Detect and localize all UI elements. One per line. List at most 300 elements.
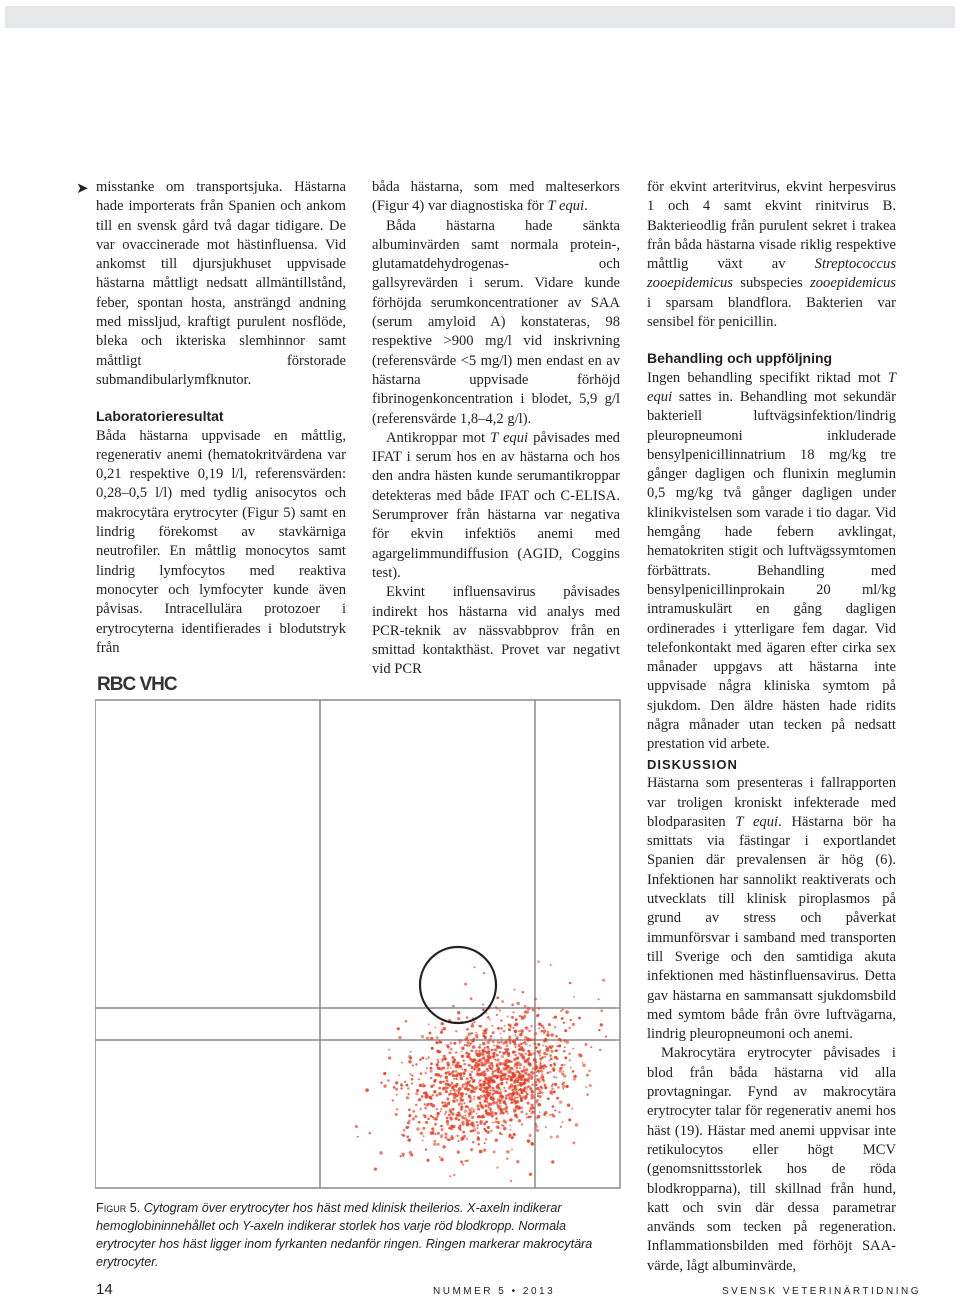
erythrocyte-dot (539, 1111, 541, 1113)
erythrocyte-dot (507, 1113, 509, 1115)
paragraph: för ekvint arteritvirus, ekvint herpesvirus 1 och 4 samt ekvint rinitvirus B. Bakterieodlig från purulent sekret i trakea från båda hästarna visade riklig respektive måttlig växt av Streptococcus zooepidemicus subspecies zooepidemicus i sparsam blandflora. Bakterien var sensibel för penicillin. (647, 179, 896, 331)
erythrocyte-dot (538, 1014, 540, 1016)
erythrocyte-dot (473, 1087, 477, 1091)
erythrocyte-dot (410, 1073, 412, 1075)
erythrocyte-dot (541, 1092, 543, 1094)
erythrocyte-dot (524, 1015, 526, 1017)
erythrocyte-dot (483, 1087, 486, 1090)
erythrocyte-dot (440, 1125, 443, 1128)
erythrocyte-dot (527, 1007, 531, 1011)
erythrocyte-dot (572, 1070, 575, 1073)
erythrocyte-dot (490, 1035, 493, 1038)
erythrocyte-dot (484, 1104, 487, 1107)
erythrocyte-dot (463, 1059, 465, 1061)
erythrocyte-dot (514, 1034, 516, 1036)
erythrocyte-dot (496, 1014, 498, 1016)
erythrocyte-dot (549, 1054, 552, 1057)
erythrocyte-dot (477, 1063, 480, 1066)
erythrocyte-dot (512, 1027, 514, 1029)
erythrocyte-dot (524, 1036, 527, 1039)
erythrocyte-dot (502, 1062, 505, 1065)
erythrocyte-dot (416, 1089, 419, 1092)
erythrocyte-dot (421, 1095, 423, 1097)
erythrocyte-dot (525, 1073, 527, 1075)
erythrocyte-dot (506, 1081, 508, 1083)
erythrocyte-dot (447, 1067, 449, 1069)
erythrocyte-dot (544, 1056, 546, 1058)
erythrocyte-dot (560, 1126, 562, 1128)
erythrocyte-dot (400, 1084, 403, 1087)
erythrocyte-dot (516, 1036, 519, 1039)
erythrocyte-dot (457, 1017, 460, 1020)
erythrocyte-dot (441, 1022, 444, 1025)
erythrocyte-dot (380, 1082, 382, 1084)
erythrocyte-dot (407, 1139, 410, 1142)
erythrocyte-dot (535, 1084, 538, 1087)
erythrocyte-dot (357, 1136, 359, 1138)
erythrocyte-dot (496, 996, 499, 999)
erythrocyte-dot (468, 1064, 471, 1067)
erythrocyte-dot (513, 1074, 517, 1078)
erythrocyte-dot (493, 1074, 496, 1077)
erythrocyte-dot (546, 1047, 548, 1049)
erythrocyte-dot (478, 1081, 480, 1083)
erythrocyte-dot (602, 979, 605, 982)
erythrocyte-dot (555, 1076, 557, 1078)
erythrocyte-dot (425, 1148, 427, 1150)
erythrocyte-dot (526, 1088, 528, 1090)
erythrocyte-dot (490, 1089, 492, 1091)
erythrocyte-dot (510, 1101, 513, 1104)
erythrocyte-dot (569, 1059, 571, 1061)
erythrocyte-dot (383, 1072, 386, 1075)
erythrocyte-dot (484, 1142, 486, 1144)
erythrocyte-dot (412, 1110, 415, 1113)
erythrocyte-dot (520, 1089, 523, 1092)
erythrocyte-dot (428, 1096, 431, 1099)
erythrocyte-dot (546, 1053, 548, 1055)
erythrocyte-dot (479, 1150, 483, 1154)
erythrocyte-dot (529, 1110, 531, 1112)
erythrocyte-dot (462, 1048, 464, 1050)
erythrocyte-dot (439, 1075, 442, 1078)
erythrocyte-dot (471, 1091, 473, 1093)
erythrocyte-dot (440, 1041, 442, 1043)
erythrocyte-dot (516, 1080, 519, 1083)
erythrocyte-dot (599, 1049, 602, 1052)
erythrocyte-dot (466, 1085, 468, 1087)
erythrocyte-dot (526, 1078, 529, 1081)
erythrocyte-dot (425, 1121, 428, 1124)
erythrocyte-dot (456, 1062, 459, 1065)
erythrocyte-dot (493, 1092, 495, 1094)
erythrocyte-dot (475, 1049, 478, 1052)
erythrocyte-dot (518, 1044, 521, 1047)
erythrocyte-dot (551, 1087, 554, 1090)
erythrocyte-dot (515, 1100, 517, 1102)
erythrocyte-dot (528, 1134, 531, 1137)
erythrocyte-dot (491, 1025, 493, 1027)
erythrocyte-dot (523, 1082, 526, 1085)
erythrocyte-dot (445, 1072, 448, 1075)
erythrocyte-dot (500, 1082, 504, 1086)
erythrocyte-dot (568, 1118, 571, 1121)
erythrocyte-dot (515, 1046, 517, 1048)
erythrocyte-dot (445, 1136, 448, 1139)
erythrocyte-dot (463, 1102, 465, 1104)
erythrocyte-dot (456, 1099, 459, 1102)
erythrocyte-dot (462, 1123, 465, 1126)
erythrocyte-dot (504, 1025, 506, 1027)
erythrocyte-dot (497, 1121, 501, 1125)
erythrocyte-dot (563, 1070, 565, 1072)
erythrocyte-dot (508, 1038, 512, 1042)
erythrocyte-dot (516, 1076, 518, 1078)
erythrocyte-dot (388, 1056, 391, 1059)
erythrocyte-dot (462, 1163, 464, 1165)
erythrocyte-dot (531, 1067, 534, 1070)
erythrocyte-dot (511, 1016, 514, 1019)
erythrocyte-dot (446, 1098, 449, 1101)
erythrocyte-dot (487, 1094, 490, 1097)
erythrocyte-dot (589, 1084, 592, 1087)
erythrocyte-dot (535, 1101, 538, 1104)
erythrocyte-dot (494, 1120, 497, 1123)
erythrocyte-dot (404, 1081, 406, 1083)
erythrocyte-dot (461, 1086, 464, 1089)
erythrocyte-dot (494, 1052, 496, 1054)
erythrocyte-dot (497, 1125, 500, 1128)
erythrocyte-dot (458, 1114, 461, 1117)
erythrocyte-dot (556, 1045, 558, 1047)
erythrocyte-dot (509, 1124, 511, 1126)
erythrocyte-dot (519, 1067, 521, 1069)
erythrocyte-dot (436, 1094, 439, 1097)
erythrocyte-dot (432, 1104, 435, 1107)
erythrocyte-dot (518, 1119, 521, 1122)
erythrocyte-dot (436, 1115, 438, 1117)
erythrocyte-dot (420, 1072, 422, 1074)
erythrocyte-dot (445, 1090, 448, 1093)
erythrocyte-dot (522, 991, 524, 993)
erythrocyte-dot (462, 1099, 465, 1102)
erythrocyte-dot (434, 1079, 437, 1082)
erythrocyte-dot (415, 1104, 417, 1106)
cytogram-figure (95, 660, 625, 1190)
erythrocyte-dot (452, 1125, 455, 1128)
section-heading-discussion: DISKUSSION (647, 757, 738, 772)
erythrocyte-dot (425, 1072, 427, 1074)
erythrocyte-dot (447, 1138, 449, 1140)
erythrocyte-dot (485, 1097, 488, 1100)
erythrocyte-dot (439, 1050, 442, 1053)
erythrocyte-dot (449, 1175, 451, 1177)
erythrocyte-dot (480, 1116, 482, 1118)
erythrocyte-dot (535, 1046, 538, 1049)
erythrocyte-dot (482, 1049, 484, 1051)
erythrocyte-dot (539, 1095, 542, 1098)
erythrocyte-dot (456, 1135, 458, 1137)
erythrocyte-dot (551, 1085, 553, 1087)
erythrocyte-dot (504, 1090, 506, 1092)
erythrocyte-dot (564, 1056, 567, 1059)
erythrocyte-dot (479, 1122, 482, 1125)
erythrocyte-dot (527, 1062, 529, 1064)
erythrocyte-dot (485, 1138, 487, 1140)
erythrocyte-dot (478, 1137, 480, 1139)
erythrocyte-dot (458, 1119, 460, 1121)
paragraph: Antikroppar mot T equi påvisades med IFAT i serum hos en av hästarna och hos den andra hästen kunde serumantikroppar detekteras med både IFAT och C-ELISA. Serumprover från hästarna var negativa för ekvin infektiös anemi med agargelimmundiffusion (AGID, Coggins test). (372, 429, 620, 581)
erythrocyte-dot (541, 1087, 543, 1089)
erythrocyte-dot (393, 1086, 396, 1089)
erythrocyte-dot (487, 1103, 490, 1106)
erythrocyte-dot (455, 1078, 457, 1080)
caption-text: Cytogram över erytrocyter hos häst med klinisk theilerios. X-axeln indikerar hemoglobininnehållet och Y-axeln indikerar storlek hos varje röd blodkropp. Normala erytrocyter hos häst ligger inom fyrkanten nedanför ringen. Ringen markerar makrocytära erytrocyter. (96, 1201, 593, 1269)
erythrocyte-dot (450, 1090, 452, 1092)
erythrocyte-dot (460, 1050, 462, 1052)
erythrocyte-dot (473, 1021, 475, 1023)
erythrocyte-dot (538, 1081, 540, 1083)
erythrocyte-dot (564, 1064, 566, 1066)
erythrocyte-dot (482, 1042, 486, 1046)
erythrocyte-dot (510, 1084, 513, 1087)
erythrocyte-dot (562, 1082, 565, 1085)
erythrocyte-dot (572, 1023, 575, 1026)
erythrocyte-dot (423, 1114, 426, 1117)
erythrocyte-dot (586, 1074, 589, 1077)
erythrocyte-dot (422, 1140, 424, 1142)
erythrocyte-dot (605, 1036, 607, 1038)
erythrocyte-dot (433, 1143, 436, 1146)
erythrocyte-dot (500, 1027, 502, 1029)
erythrocyte-dot (538, 1023, 541, 1026)
erythrocyte-dot (505, 1097, 508, 1100)
erythrocyte-dot (561, 1064, 563, 1066)
erythrocyte-dot (472, 1141, 474, 1143)
erythrocyte-dot (550, 964, 552, 966)
erythrocyte-dot (524, 1053, 526, 1055)
erythrocyte-dot (434, 1123, 437, 1126)
erythrocyte-dot (453, 1174, 455, 1176)
erythrocyte-dot (467, 1106, 469, 1108)
erythrocyte-dot (478, 1052, 481, 1055)
erythrocyte-dot (564, 1046, 566, 1048)
erythrocyte-dot (405, 1126, 408, 1129)
paragraph: båda hästarna, som med malteserkors (Figur 4) var diagnostiska för T equi. (372, 179, 620, 215)
erythrocyte-dot (519, 1015, 521, 1017)
erythrocyte-dot (496, 1167, 498, 1169)
erythrocyte-dot (463, 1072, 466, 1075)
erythrocyte-dot (458, 1087, 462, 1091)
erythrocyte-dot (436, 1036, 439, 1039)
erythrocyte-dot (486, 1059, 489, 1062)
erythrocyte-dot (492, 1101, 496, 1105)
erythrocyte-dot (406, 1084, 409, 1087)
erythrocyte-dot (487, 1113, 489, 1115)
erythrocyte-dot (450, 1042, 453, 1045)
erythrocyte-dot (500, 1020, 502, 1022)
erythrocyte-dot (548, 1059, 550, 1061)
erythrocyte-dot (477, 1143, 479, 1145)
erythrocyte-dot (499, 1093, 501, 1095)
erythrocyte-dot (513, 1133, 516, 1136)
erythrocyte-dot (488, 1067, 490, 1069)
erythrocyte-dot (483, 1058, 485, 1060)
erythrocyte-dot (516, 1064, 519, 1067)
erythrocyte-dot (554, 1026, 556, 1028)
erythrocyte-dot (495, 1006, 497, 1008)
erythrocyte-dot (538, 1027, 540, 1029)
erythrocyte-dot (496, 1064, 498, 1066)
erythrocyte-dot (553, 1091, 555, 1093)
erythrocyte-dot (549, 1090, 553, 1094)
erythrocyte-dot (505, 1110, 508, 1113)
erythrocyte-dot (435, 1118, 438, 1121)
erythrocyte-dot (567, 1104, 570, 1107)
erythrocyte-dot (447, 1102, 450, 1105)
erythrocyte-dot (423, 1092, 426, 1095)
erythrocyte-dot (458, 1091, 460, 1093)
erythrocyte-dot (563, 1022, 565, 1024)
erythrocyte-dot (428, 1023, 430, 1025)
erythrocyte-dot (520, 1111, 523, 1114)
erythrocyte-dot (430, 1037, 433, 1040)
erythrocyte-dot (460, 1108, 463, 1111)
erythrocyte-dot (407, 1093, 409, 1095)
erythrocyte-dot (451, 1082, 454, 1085)
erythrocyte-dot (519, 1073, 522, 1076)
erythrocyte-dot (473, 1108, 475, 1110)
erythrocyte-dot (504, 1073, 507, 1076)
erythrocyte-dot (430, 1067, 433, 1070)
erythrocyte-dot (436, 1108, 438, 1110)
erythrocyte-dot (530, 1094, 533, 1097)
erythrocyte-dot (452, 1108, 455, 1111)
erythrocyte-dot (473, 1098, 475, 1100)
erythrocyte-dot (510, 1078, 513, 1081)
erythrocyte-dot (539, 1057, 542, 1060)
erythrocyte-dot (545, 1126, 547, 1128)
column-2 (372, 178, 620, 680)
erythrocyte-dot (422, 1127, 425, 1130)
erythrocyte-dot (437, 1059, 440, 1062)
erythrocyte-dot (502, 1112, 505, 1115)
erythrocyte-dot (392, 1099, 394, 1101)
erythrocyte-dot (546, 1049, 549, 1052)
erythrocyte-dot (430, 1103, 432, 1105)
erythrocyte-dot (493, 1150, 496, 1153)
erythrocyte-dot (454, 1093, 457, 1096)
erythrocyte-dot (500, 1075, 503, 1078)
erythrocyte-dot (472, 1080, 475, 1083)
erythrocyte-dot (440, 1136, 442, 1138)
erythrocyte-dot (487, 1083, 489, 1085)
erythrocyte-dot (457, 1112, 459, 1114)
erythrocyte-dot (537, 1115, 540, 1118)
erythrocyte-dot (448, 1093, 451, 1096)
erythrocyte-dot (464, 1114, 466, 1116)
erythrocyte-dot (536, 1129, 539, 1132)
erythrocyte-dot (424, 1103, 426, 1105)
erythrocyte-dot (455, 1030, 458, 1033)
erythrocyte-dot (517, 1097, 519, 1099)
erythrocyte-dot (482, 1004, 484, 1006)
erythrocyte-dot (455, 1051, 458, 1054)
erythrocyte-dot (494, 1070, 496, 1072)
erythrocyte-dot (439, 1156, 441, 1158)
erythrocyte-dot (405, 1020, 408, 1023)
erythrocyte-dot (481, 1106, 484, 1109)
erythrocyte-dot (563, 1039, 566, 1042)
erythrocyte-dot (441, 1060, 444, 1063)
erythrocyte-dot (514, 1054, 516, 1056)
erythrocyte-dot (440, 1110, 442, 1112)
erythrocyte-dot (477, 1127, 479, 1129)
erythrocyte-dot (524, 1005, 527, 1008)
erythrocyte-dot (483, 1128, 485, 1130)
erythrocyte-dot (418, 1121, 421, 1124)
erythrocyte-dot (533, 1052, 536, 1055)
erythrocyte-dot (476, 1113, 478, 1115)
erythrocyte-dot (453, 1089, 456, 1092)
erythrocyte-dot (520, 1047, 523, 1050)
paragraph: Ekvint influensavirus påvisades indirekt hos hästarna vid analys med PCR-teknik av nässvabbprov från en smittad kontakthäst. Provet var negativt vid PCR (372, 584, 620, 678)
erythrocyte-dot (600, 1023, 603, 1026)
erythrocyte-dot (513, 1099, 516, 1102)
erythrocyte-dot (426, 1067, 428, 1069)
erythrocyte-dot (527, 1050, 530, 1053)
erythrocyte-dot (446, 1044, 449, 1047)
erythrocyte-dot (530, 1074, 533, 1077)
erythrocyte-dot (506, 1044, 509, 1047)
erythrocyte-dot (445, 1076, 448, 1079)
erythrocyte-dot (418, 1098, 421, 1101)
erythrocyte-dot (470, 1043, 472, 1045)
erythrocyte-dot (444, 1102, 446, 1104)
column-3-discussion (647, 755, 896, 1276)
continuation-arrow-icon: ➤ (76, 179, 89, 197)
erythrocyte-dot (407, 1122, 410, 1125)
erythrocyte-dot (459, 1097, 461, 1099)
erythrocyte-dot (540, 1063, 542, 1065)
erythrocyte-dot (551, 1160, 554, 1163)
erythrocyte-dot (463, 1131, 465, 1133)
erythrocyte-dot (468, 1056, 471, 1059)
erythrocyte-dot (530, 1116, 532, 1118)
erythrocyte-dot (519, 1033, 522, 1036)
erythrocyte-dot (537, 960, 540, 963)
erythrocyte-dot (524, 1060, 527, 1063)
erythrocyte-dot (521, 1031, 523, 1033)
erythrocyte-dot (560, 1010, 562, 1012)
erythrocyte-dot (500, 1109, 503, 1112)
erythrocyte-dot (463, 1075, 465, 1077)
erythrocyte-dot (388, 1049, 390, 1051)
erythrocyte-dot (539, 1070, 541, 1072)
erythrocyte-dot (395, 1088, 398, 1091)
erythrocyte-dot (572, 1141, 575, 1144)
erythrocyte-dot (525, 1113, 527, 1115)
erythrocyte-dot (437, 1132, 440, 1135)
erythrocyte-dot (516, 1002, 519, 1005)
erythrocyte-dot (516, 1160, 520, 1164)
erythrocyte-dot (485, 1109, 488, 1112)
erythrocyte-dot (535, 1123, 537, 1125)
erythrocyte-dot (415, 1092, 418, 1095)
erythrocyte-dot (563, 1074, 566, 1077)
erythrocyte-dot (446, 1123, 449, 1126)
erythrocyte-dot (521, 1017, 524, 1020)
